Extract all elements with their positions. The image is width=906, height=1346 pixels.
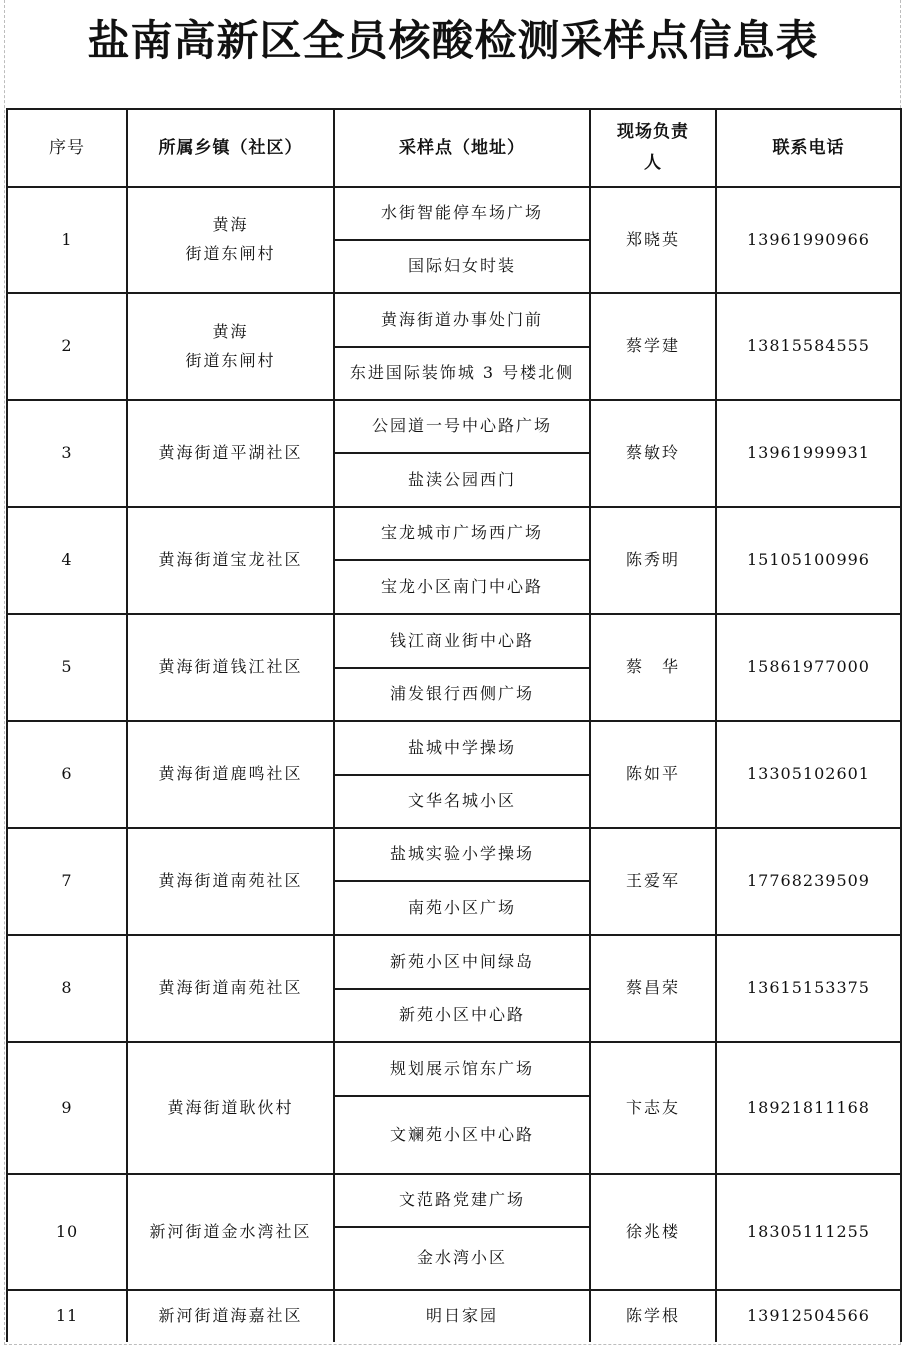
row-manager: 陈秀明 — [590, 507, 716, 614]
table-row — [7, 828, 901, 881]
row-phone: 13961990966 — [716, 187, 901, 293]
row-site: 文斓苑小区中心路 — [334, 1096, 590, 1174]
row-site: 盐城中学操场 — [334, 721, 590, 775]
row-town: 黄海街道南苑社区 — [127, 828, 334, 935]
row-town: 黄海街道宝龙社区 — [127, 507, 334, 614]
row-phone: 17768239509 — [716, 828, 901, 935]
row-site: 南苑小区广场 — [334, 881, 590, 935]
row-site: 盐城实验小学操场 — [334, 828, 590, 881]
row-site: 文华名城小区 — [334, 775, 590, 828]
row-site: 水街智能停车场广场 — [334, 187, 590, 240]
table-row — [7, 721, 901, 775]
row-site: 浦发银行西侧广场 — [334, 668, 590, 721]
row-seq: 2 — [7, 293, 127, 400]
table-row — [7, 935, 901, 989]
page-title: 盐南高新区全员核酸检测采样点信息表 — [87, 16, 819, 65]
row-site: 规划展示馆东广场 — [334, 1042, 590, 1096]
row-town: 黄海街道平湖社区 — [127, 400, 334, 507]
row-manager: 王爱军 — [590, 828, 716, 935]
row-seq: 8 — [7, 935, 127, 1042]
row-seq: 10 — [7, 1174, 127, 1290]
row-phone: 15861977000 — [716, 614, 901, 721]
header-seq: 序号 — [7, 109, 127, 187]
row-town-line2: 街道东闸村 — [185, 244, 276, 263]
row-phone: 13615153375 — [716, 935, 901, 1042]
row-site: 宝龙小区南门中心路 — [334, 560, 590, 614]
row-town: 黄海街道耿伙村 — [127, 1042, 334, 1174]
table-header-row — [7, 109, 901, 187]
row-phone: 13305102601 — [716, 721, 901, 828]
row-town-line1: 黄海 — [212, 215, 249, 235]
row-site: 新苑小区中心路 — [334, 989, 590, 1042]
row-site: 黄海街道办事处门前 — [334, 293, 590, 347]
row-site: 明日家园 — [334, 1290, 590, 1342]
row-manager: 郑晓英 — [590, 187, 716, 293]
row-site: 东进国际装饰城 3 号楼北侧 — [334, 347, 590, 400]
row-town: 新河街道海嘉社区 — [127, 1290, 334, 1342]
row-manager: 蔡昌荣 — [590, 935, 716, 1042]
row-town-line1: 黄海 — [212, 321, 249, 341]
row-seq: 11 — [7, 1290, 127, 1342]
row-site: 文范路党建广场 — [334, 1174, 590, 1227]
table-row — [7, 614, 901, 668]
row-manager: 蔡 华 — [590, 614, 716, 721]
row-seq: 1 — [7, 187, 127, 293]
table-row — [7, 293, 901, 347]
row-site: 钱江商业街中心路 — [334, 614, 590, 668]
row-town — [127, 293, 334, 400]
header-phone: 联系电话 — [716, 109, 901, 187]
header-site: 采样点（地址） — [334, 109, 590, 187]
row-manager: 蔡敏玲 — [590, 400, 716, 507]
row-seq: 3 — [7, 400, 127, 507]
row-seq: 6 — [7, 721, 127, 828]
row-manager: 蔡学建 — [590, 293, 716, 400]
row-seq: 5 — [7, 614, 127, 721]
sampling-site-table — [6, 108, 902, 1342]
header-town: 所属乡镇（社区） — [127, 109, 334, 187]
row-site: 金水湾小区 — [334, 1227, 590, 1290]
header-manager-line1: 现场负责 — [617, 122, 689, 143]
row-site: 宝龙城市广场西广场 — [334, 507, 590, 560]
header-manager — [590, 109, 716, 187]
table-row — [7, 507, 901, 560]
row-site: 公园道一号中心路广场 — [334, 400, 590, 453]
row-town: 黄海街道南苑社区 — [127, 935, 334, 1042]
table-row — [7, 1042, 901, 1096]
row-phone: 18921811168 — [716, 1042, 901, 1174]
header-manager-line2: 人 — [644, 153, 662, 173]
table-row — [7, 1174, 901, 1227]
row-site: 国际妇女时装 — [334, 240, 590, 293]
row-phone: 15105100996 — [716, 507, 901, 614]
row-town-line2: 街道东闸村 — [185, 350, 276, 370]
row-town — [127, 187, 334, 293]
table-row — [7, 400, 901, 453]
row-phone: 13912504566 — [716, 1290, 901, 1342]
row-seq: 9 — [7, 1042, 127, 1174]
row-phone: 18305111255 — [716, 1174, 901, 1290]
table-row — [7, 187, 901, 240]
row-town: 新河街道金水湾社区 — [127, 1174, 334, 1290]
row-phone: 13961999931 — [716, 400, 901, 507]
row-seq: 4 — [7, 507, 127, 614]
row-manager: 陈学根 — [590, 1290, 716, 1342]
row-manager: 陈如平 — [590, 721, 716, 828]
row-site: 盐渎公园西门 — [334, 453, 590, 507]
row-seq: 7 — [7, 828, 127, 935]
row-site: 新苑小区中间绿岛 — [334, 935, 590, 989]
table-row — [7, 1290, 901, 1342]
row-manager: 卞志友 — [590, 1042, 716, 1174]
row-phone: 13815584555 — [716, 293, 901, 400]
row-town: 黄海街道钱江社区 — [127, 614, 334, 721]
row-manager: 徐兆楼 — [590, 1174, 716, 1290]
row-town: 黄海街道鹿鸣社区 — [127, 721, 334, 828]
